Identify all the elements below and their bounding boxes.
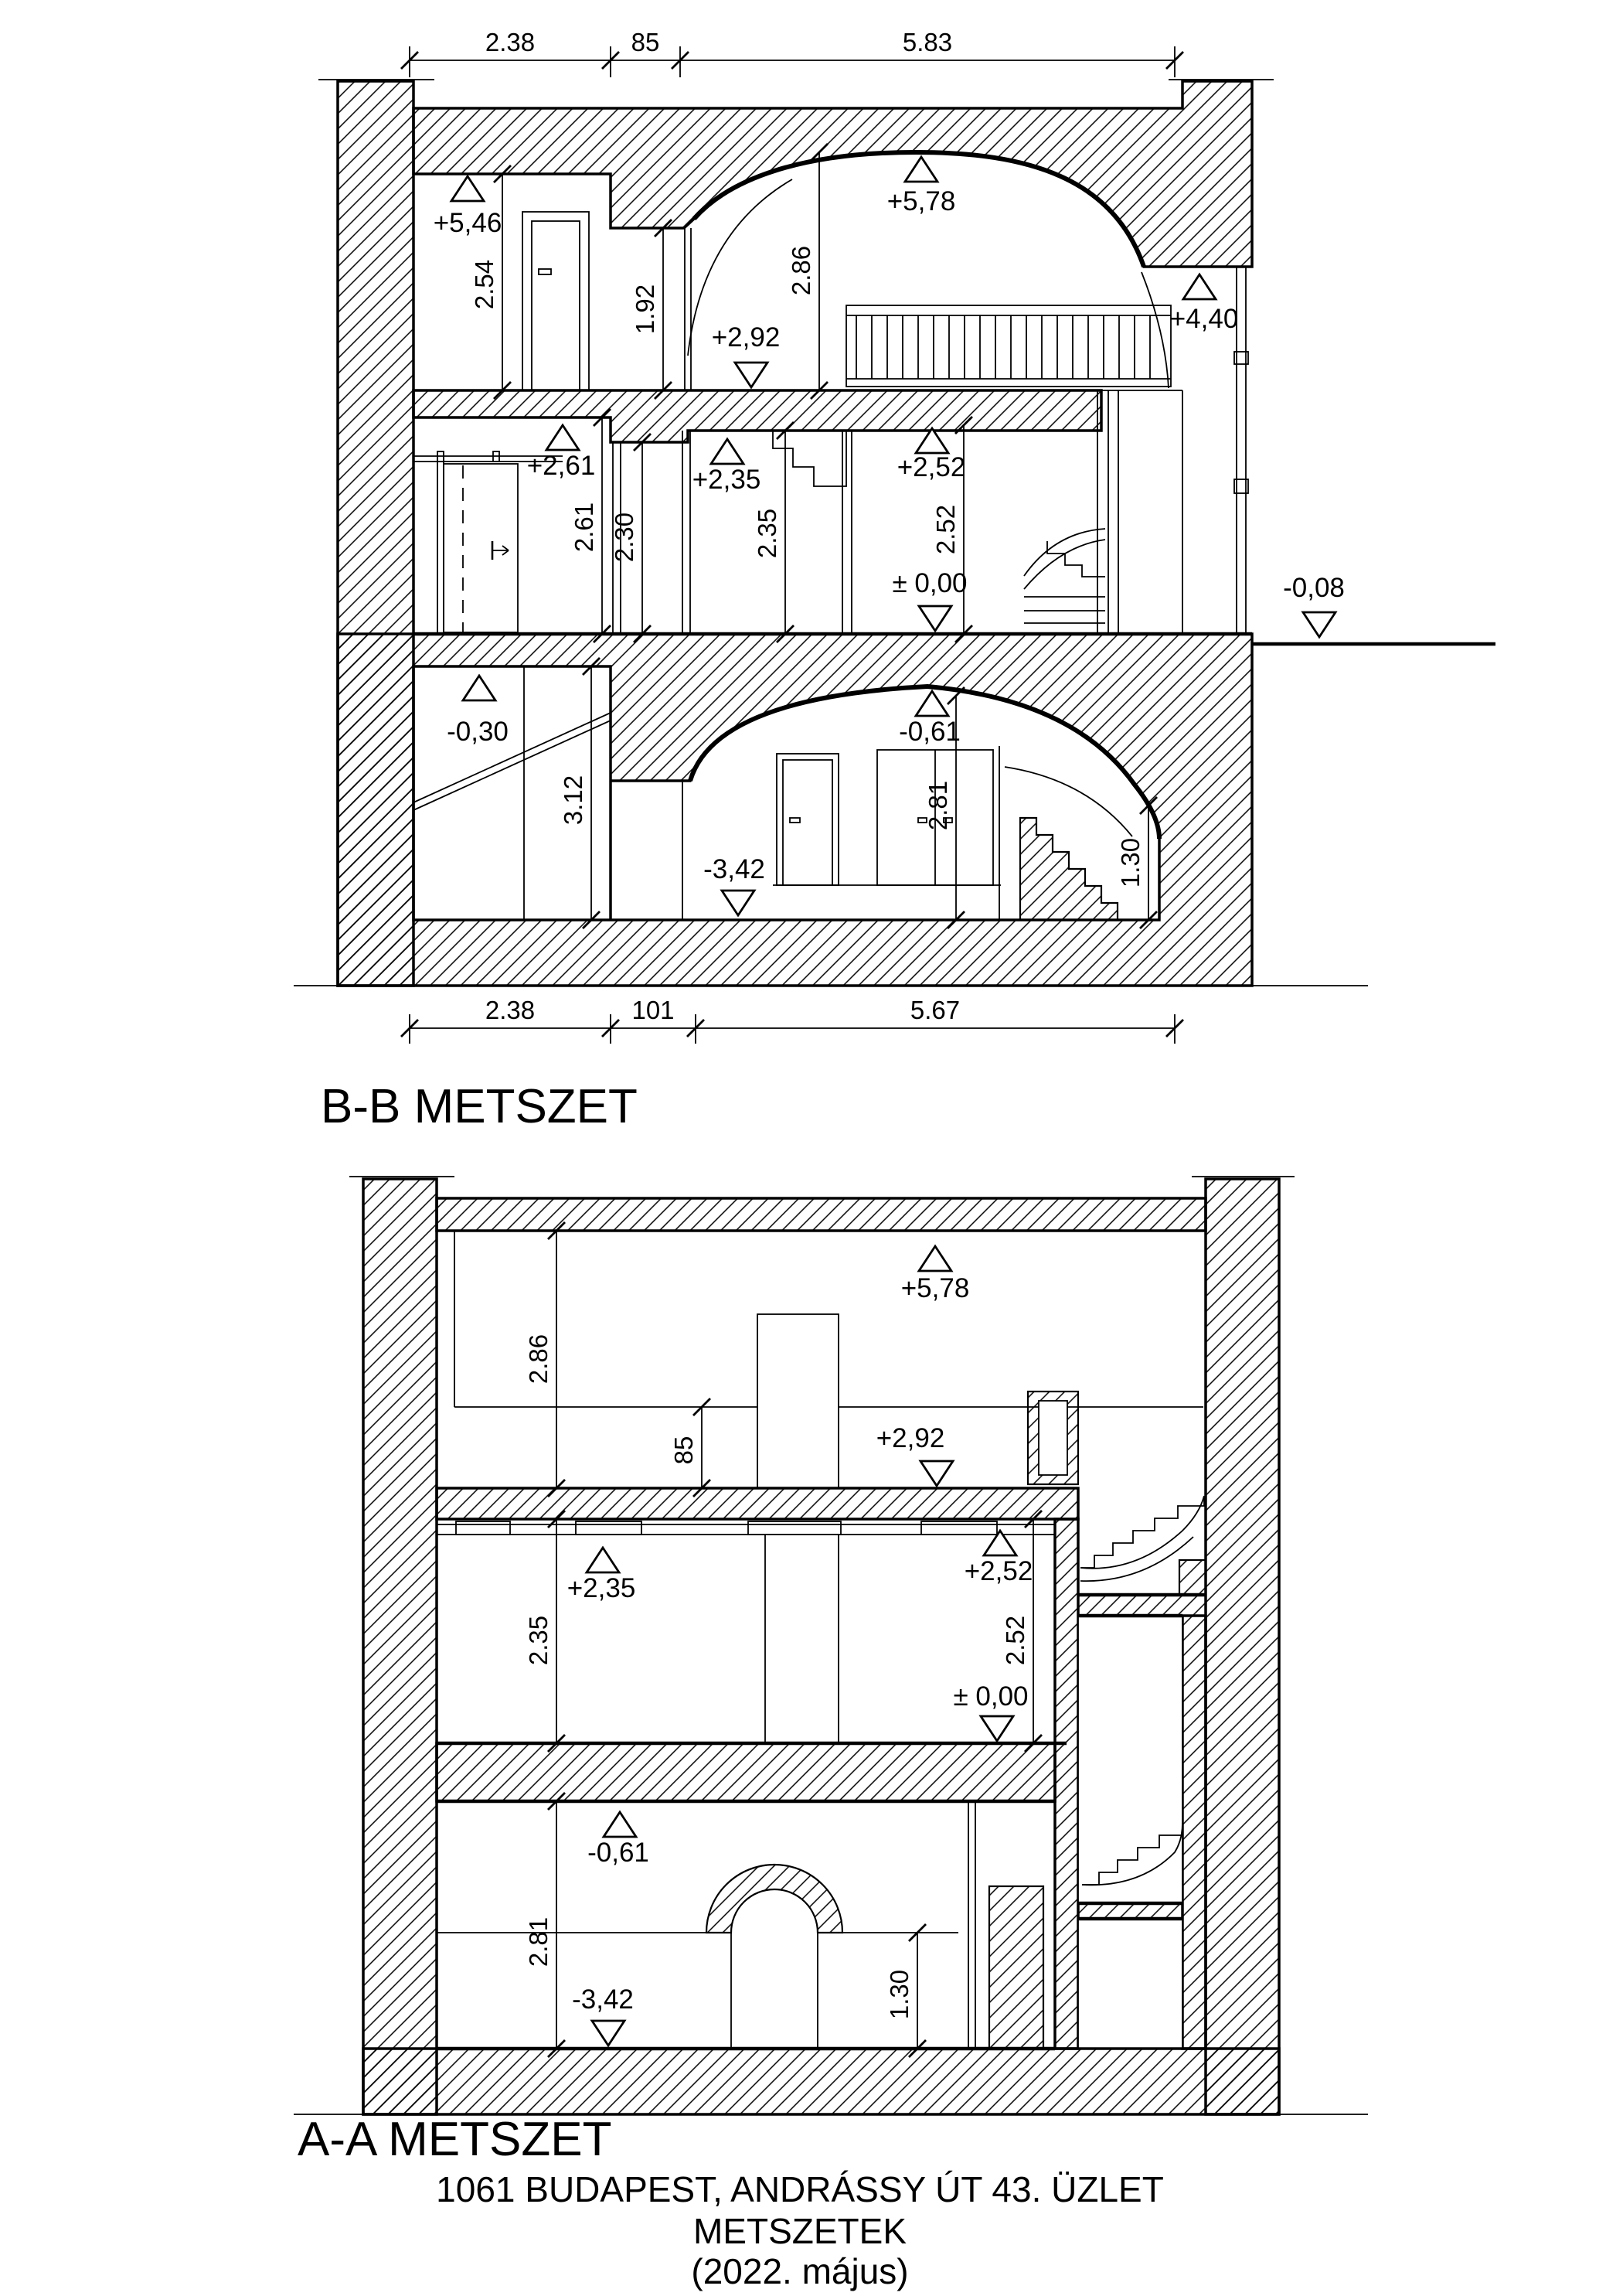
dim-label: 2.52 [1001, 1615, 1029, 1666]
aa-flue [1028, 1392, 1078, 1484]
bb-dimension-top [401, 28, 1183, 77]
dim-label: 2.81 [524, 1916, 553, 1967]
dim-label: 2.86 [787, 245, 815, 296]
level-marker-up-icon [711, 439, 743, 464]
bb-mezzanine-slab [413, 390, 1101, 442]
dim-label: 2.35 [753, 508, 781, 559]
level-label: +2,61 [526, 451, 596, 481]
level-marker-down-icon [920, 1461, 953, 1486]
bb-gallery-railing [846, 305, 1171, 387]
aa-arched-niche [706, 1865, 842, 2049]
bb-ground-sliding-door [437, 458, 518, 634]
level-marker-up-icon [451, 176, 484, 201]
level-marker-down-icon [735, 363, 767, 387]
aa-ground-slab [437, 1743, 1055, 1801]
project-address: 1061 BUDAPEST, ANDRÁSSY ÚT 43. ÜZLET [436, 2169, 1164, 2209]
bb-top-slab [413, 81, 1252, 267]
bb-vertical-dims [470, 144, 1157, 928]
aa-mezzanine-slab [437, 1488, 1078, 1519]
level-label: +4,40 [1169, 304, 1239, 334]
sheet-date: (2022. május) [691, 2251, 909, 2291]
level-marker-up-icon [919, 1246, 951, 1271]
dim-label: 2.38 [485, 996, 536, 1024]
level-marker-up-icon [587, 1548, 619, 1572]
dim-label: 1.92 [631, 284, 659, 335]
level-marker-up-icon [1183, 274, 1216, 299]
bb-dimension-bottom [401, 996, 1183, 1044]
level-marker-down-icon [722, 891, 754, 915]
aa-middle-column [765, 1535, 839, 1743]
dim-label: 85 [631, 28, 660, 56]
bb-upper-door [522, 212, 589, 390]
level-label: +2,92 [711, 322, 781, 353]
level-marker-down-icon [592, 2021, 624, 2046]
dim-label: 101 [631, 996, 675, 1024]
aa-section [294, 1177, 1368, 2166]
dim-label: 2.38 [485, 28, 536, 56]
dim-label: 2.81 [924, 780, 952, 831]
level-label: +5,78 [900, 1273, 970, 1303]
level-marker-up-icon [546, 425, 579, 450]
dim-label: 2.35 [524, 1615, 553, 1666]
level-marker-up-icon [916, 428, 948, 453]
aa-upper-column [757, 1314, 839, 1488]
level-label: -3,42 [572, 1984, 634, 2015]
level-label: +5,46 [433, 208, 502, 238]
level-label: +2,52 [897, 452, 966, 482]
aa-basement-pillar [989, 1886, 1043, 2049]
aa-shaft-left-wall [1055, 1519, 1078, 2049]
level-marker-up-icon [905, 157, 937, 182]
bb-section-title: B-B METSZET [321, 1080, 638, 1133]
aa-stair-shaft [1078, 1616, 1182, 2049]
level-marker-up-icon [463, 676, 495, 700]
level-label: ± 0,00 [953, 1681, 1029, 1712]
level-label: +2,35 [692, 465, 761, 495]
level-label: -3,42 [703, 854, 765, 884]
dim-label: 2.86 [524, 1334, 553, 1385]
bb-spiral-stair-ground [1024, 529, 1105, 623]
level-label: +2,35 [567, 1573, 636, 1603]
dim-label: 2.61 [570, 502, 598, 553]
level-marker-up-icon [916, 691, 948, 716]
dim-label: 3.12 [559, 775, 587, 826]
bb-section [294, 28, 1495, 1133]
aa-section-title: A-A METSZET [298, 2113, 612, 2166]
dim-label: 1.30 [1116, 837, 1145, 888]
dim-label: 2.54 [470, 259, 498, 310]
aa-upper-spiral-stair [1078, 1496, 1206, 1616]
dim-label: 5.67 [910, 996, 961, 1024]
dim-label: 85 [669, 1436, 698, 1465]
aa-right-wall [1206, 1179, 1279, 2114]
level-label: -0,30 [447, 717, 509, 747]
level-marker-down-icon [919, 606, 951, 631]
aa-basement-floor-slab [363, 2049, 1279, 2114]
level-label: +5,78 [886, 186, 956, 216]
dim-label: 5.83 [902, 28, 953, 56]
dim-label: 2.52 [931, 504, 960, 555]
level-label: -0,61 [899, 717, 961, 747]
level-marker-up-icon [604, 1812, 636, 1837]
level-label: -0,61 [587, 1838, 649, 1868]
level-label: +2,52 [964, 1556, 1033, 1586]
bb-basement-door-single [777, 754, 839, 885]
dim-label: 2.30 [610, 512, 638, 563]
level-label: ± 0,00 [892, 568, 968, 598]
aa-shaft-right-strip [1182, 1616, 1206, 2049]
bb-basement-stair [1020, 818, 1118, 920]
level-marker-down-icon [981, 1716, 1013, 1741]
title-block [436, 2169, 1164, 2291]
level-marker-down-icon [1303, 612, 1335, 637]
aa-left-wall [363, 1179, 437, 2114]
level-label: +2,92 [876, 1423, 945, 1453]
level-label: -0,08 [1283, 573, 1345, 603]
dim-label: 1.30 [885, 1969, 914, 2020]
sheet-subtitle: METSZETEK [692, 2211, 907, 2251]
aa-top-slab [437, 1198, 1206, 1231]
